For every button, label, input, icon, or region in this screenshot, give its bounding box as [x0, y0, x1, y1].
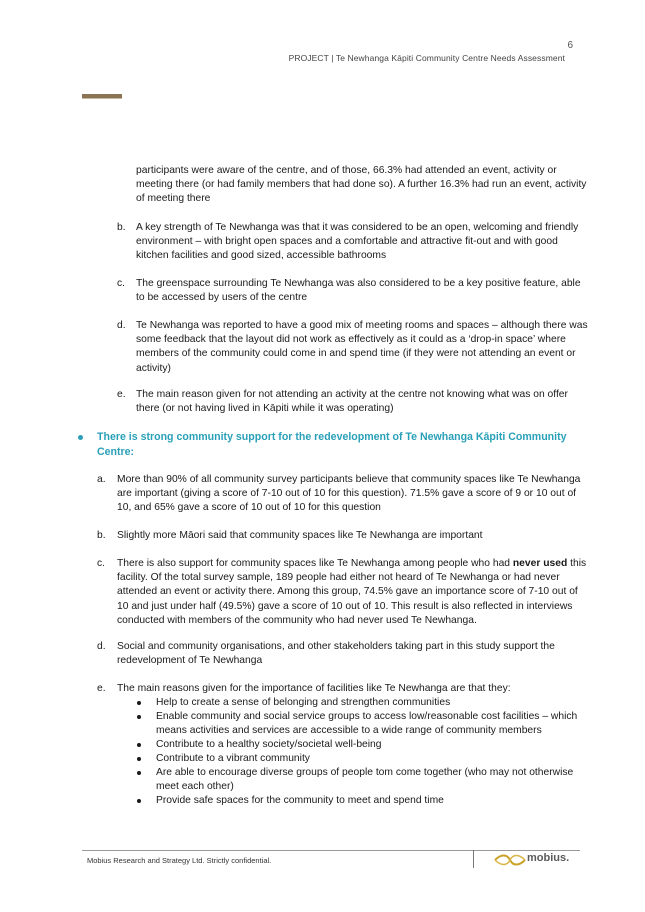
item-label: d. — [97, 641, 106, 652]
header-accent-bar — [82, 94, 122, 99]
bullet-icon — [137, 799, 141, 803]
item-label: c. — [97, 558, 106, 569]
list-item: Provide safe spaces for the community to meet and spend time — [156, 795, 444, 806]
bullet-icon — [78, 435, 83, 440]
running-header: PROJECT | Te Newhanga Kāpiti Community Centre Needs Assessment — [288, 53, 565, 63]
bullet-icon — [137, 771, 141, 775]
item-text: More than 90% of all community survey participants believe that community spaces like Te Newhanga are important (giving a score of 7-10 out of 10 for this question). 71.5% gave a score of 9 or 10 out of 10, and 65% gave a score of 10 out of 10 for this question — [117, 474, 581, 514]
item-text: Te Newhanga was reported to have a good mix of meeting rooms and spaces – although there was some feedback that the layout did not work as effectively as it could as a ‘drop-in space’ where members of the community could come in and spend time (if they were not attending an event or activity) — [136, 320, 588, 374]
footer-divider — [82, 850, 580, 851]
item-text: A key strength of Te Newhanga was that it was considered to be an open, welcoming and friendly environment – with bright open spaces and a comfortable and attractive fit-out and with good kitchen facilities and good sized, accessible bathrooms — [136, 222, 579, 262]
list-item: Contribute to a healthy society/societal well-being — [156, 739, 382, 750]
continuation-paragraph: participants were aware of the centre, and of those, 66.3% had attended an event, activity or meeting there (or had family members that had done so). A further 16.3% had run an event, activity of meeting there — [136, 165, 587, 205]
list-item: Help to create a sense of belonging and strengthen communities — [156, 697, 451, 708]
mobius-logo — [493, 852, 573, 868]
item-label: d. — [117, 320, 126, 331]
item-label: c. — [117, 278, 126, 289]
item-text: The greenspace surrounding Te Newhanga was also considered to be a key positive feature, able to be accessed by users of the centre — [136, 278, 581, 304]
bullet-icon — [137, 743, 141, 747]
logo-swirl-icon — [493, 853, 527, 867]
item-text — [117, 557, 589, 628]
item-label: b. — [97, 530, 106, 541]
item-label: b. — [117, 222, 126, 233]
list-item: Enable community and social service groups to access low/reasonable cost facilities – which means activities and services are accessible to a wide range of community members — [156, 711, 578, 737]
item-text: The main reason given for not attending an activity at the centre not knowing what was on offer there (or not having lived in Kāpiti while it was operating) — [136, 389, 568, 415]
item-label: e. — [117, 389, 126, 400]
list-item: Are able to encourage diverse groups of people tom come together (who may not otherwise meet each other) — [156, 767, 574, 793]
item-text-post: this facility. Of the total survey sample, 189 people had either not heard of Te Newhanga or had never attended an event or activity there. Among this group, 74.5% gave an importance score of 7-10 out of 10 and just under half (49.5%) gave a score of 10 out of 10. This result is also reflected in interviews conducted with members of the community who had never used Te Newhanga. — [117, 558, 587, 626]
bullet-icon — [137, 701, 141, 705]
bullet-icon — [137, 715, 141, 719]
item-text: The main reasons given for the importance of facilities like Te Newhanga are that they: — [117, 683, 511, 694]
logo-text: mobius. — [527, 852, 570, 864]
section-heading: There is strong community support for the redevelopment of Te Newhanga Kāpiti Community Centre: — [97, 431, 567, 458]
footer-text: Mobius Research and Strategy Ltd. Strictly confidential. — [87, 856, 272, 865]
emphasis-text: never used — [512, 558, 568, 569]
page-number: 6 — [567, 40, 573, 51]
item-label: e. — [97, 683, 106, 694]
item-text-pre: There is also support for community spaces like Te Newhanga among people who had — [117, 558, 513, 569]
footer-separator — [473, 850, 474, 868]
item-label: a. — [97, 474, 106, 485]
item-text: Slightly more Māori said that community spaces like Te Newhanga are important — [117, 530, 483, 541]
bullet-icon — [137, 757, 141, 761]
list-item: Contribute to a vibrant community — [156, 753, 310, 764]
item-text: Social and community organisations, and other stakeholders taking part in this study support the redevelopment of Te Newhanga — [117, 641, 555, 667]
